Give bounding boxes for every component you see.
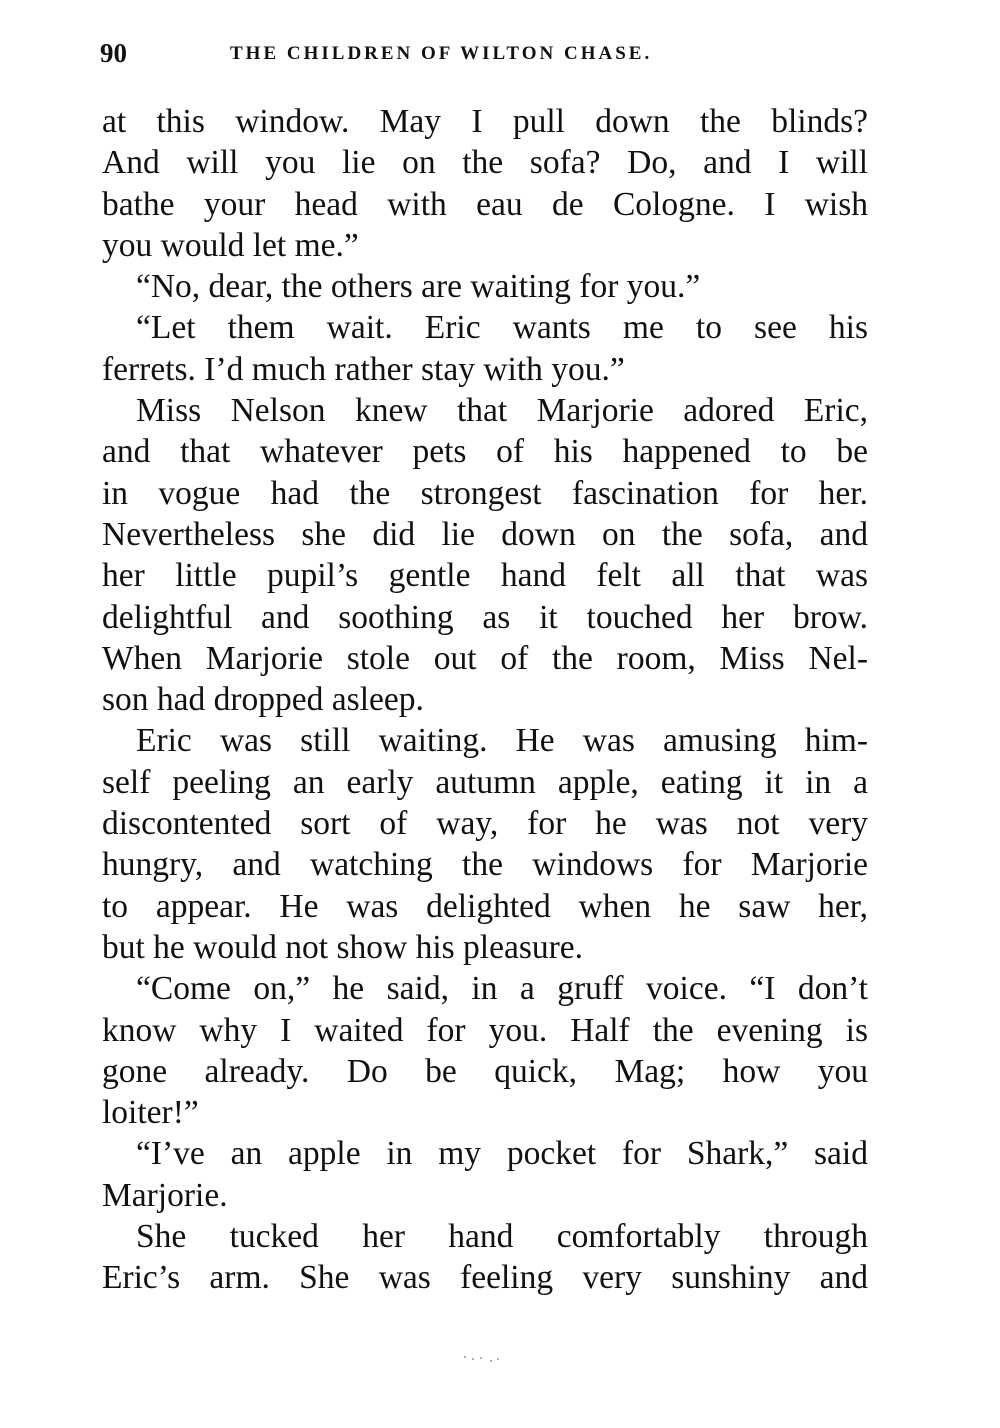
- text-line: self peeling an early autumn apple, eating it in a: [102, 763, 868, 801]
- speck: [490, 1360, 492, 1362]
- text-line: And will you lie on the sofa? Do, and I will: [102, 144, 868, 182]
- text-line: She tucked her hand comfortably through: [136, 1218, 868, 1256]
- text-line: Miss Nelson knew that Marjorie adored Eric,: [136, 392, 868, 430]
- text-line: ferrets. I’d much rather stay with you.”: [102, 350, 625, 388]
- text-line: “Let them wait. Eric wants me to see his: [136, 309, 868, 347]
- text-line: her little pupil’s gentle hand felt all that was: [102, 557, 868, 595]
- text-line: and that whatever pets of his happened to be: [102, 433, 868, 471]
- text-line: Nevertheless she did lie down on the sofa, and: [102, 515, 868, 553]
- text-line: but he would not show his pleasure.: [102, 928, 584, 966]
- running-title: THE CHILDREN OF WILTON CHASE.: [230, 43, 653, 64]
- text-line: son had dropped asleep.: [102, 681, 424, 719]
- print-specks: [462, 1352, 502, 1364]
- text-line: know why I waited for you. Half the evening is: [102, 1011, 868, 1049]
- speck: [464, 1356, 466, 1358]
- text-line: bathe your head with eau de Cologne. I wish: [102, 185, 868, 223]
- text-line: “Come on,” he said, in a gruff voice. “I don’t: [136, 970, 868, 1008]
- text-line: delightful and soothing as it touched her brow.: [102, 598, 868, 636]
- text-line: When Marjorie stole out of the room, Miss Nel-: [102, 639, 868, 677]
- text-line: in vogue had the strongest fascination for her.: [102, 474, 868, 512]
- text-line: gone already. Do be quick, Mag; how you: [102, 1052, 868, 1090]
- page-number: 90: [100, 38, 127, 68]
- text-line: hungry, and watching the windows for Marjorie: [102, 846, 868, 884]
- text-line: loiter!”: [102, 1094, 199, 1132]
- speck: [480, 1357, 482, 1359]
- text-line: Marjorie.: [102, 1176, 228, 1214]
- text-line: discontented sort of way, for he was not very: [102, 805, 868, 843]
- page-header: [100, 38, 880, 68]
- text-line: Eric was still waiting. He was amusing him-: [136, 722, 868, 760]
- text-line: to appear. He was delighted when he saw her,: [102, 887, 868, 925]
- speck: [472, 1358, 474, 1360]
- body-text: [102, 101, 868, 1299]
- speck: [497, 1358, 499, 1360]
- text-line: at this window. May I pull down the blinds?: [102, 103, 868, 140]
- text-line: “No, dear, the others are waiting for you.”: [136, 268, 701, 306]
- text-line: “I’ve an apple in my pocket for Shark,” said: [136, 1135, 868, 1173]
- text-line: you would let me.”: [102, 226, 359, 264]
- text-line: Eric’s arm. She was feeling very sunshiny and: [102, 1259, 868, 1297]
